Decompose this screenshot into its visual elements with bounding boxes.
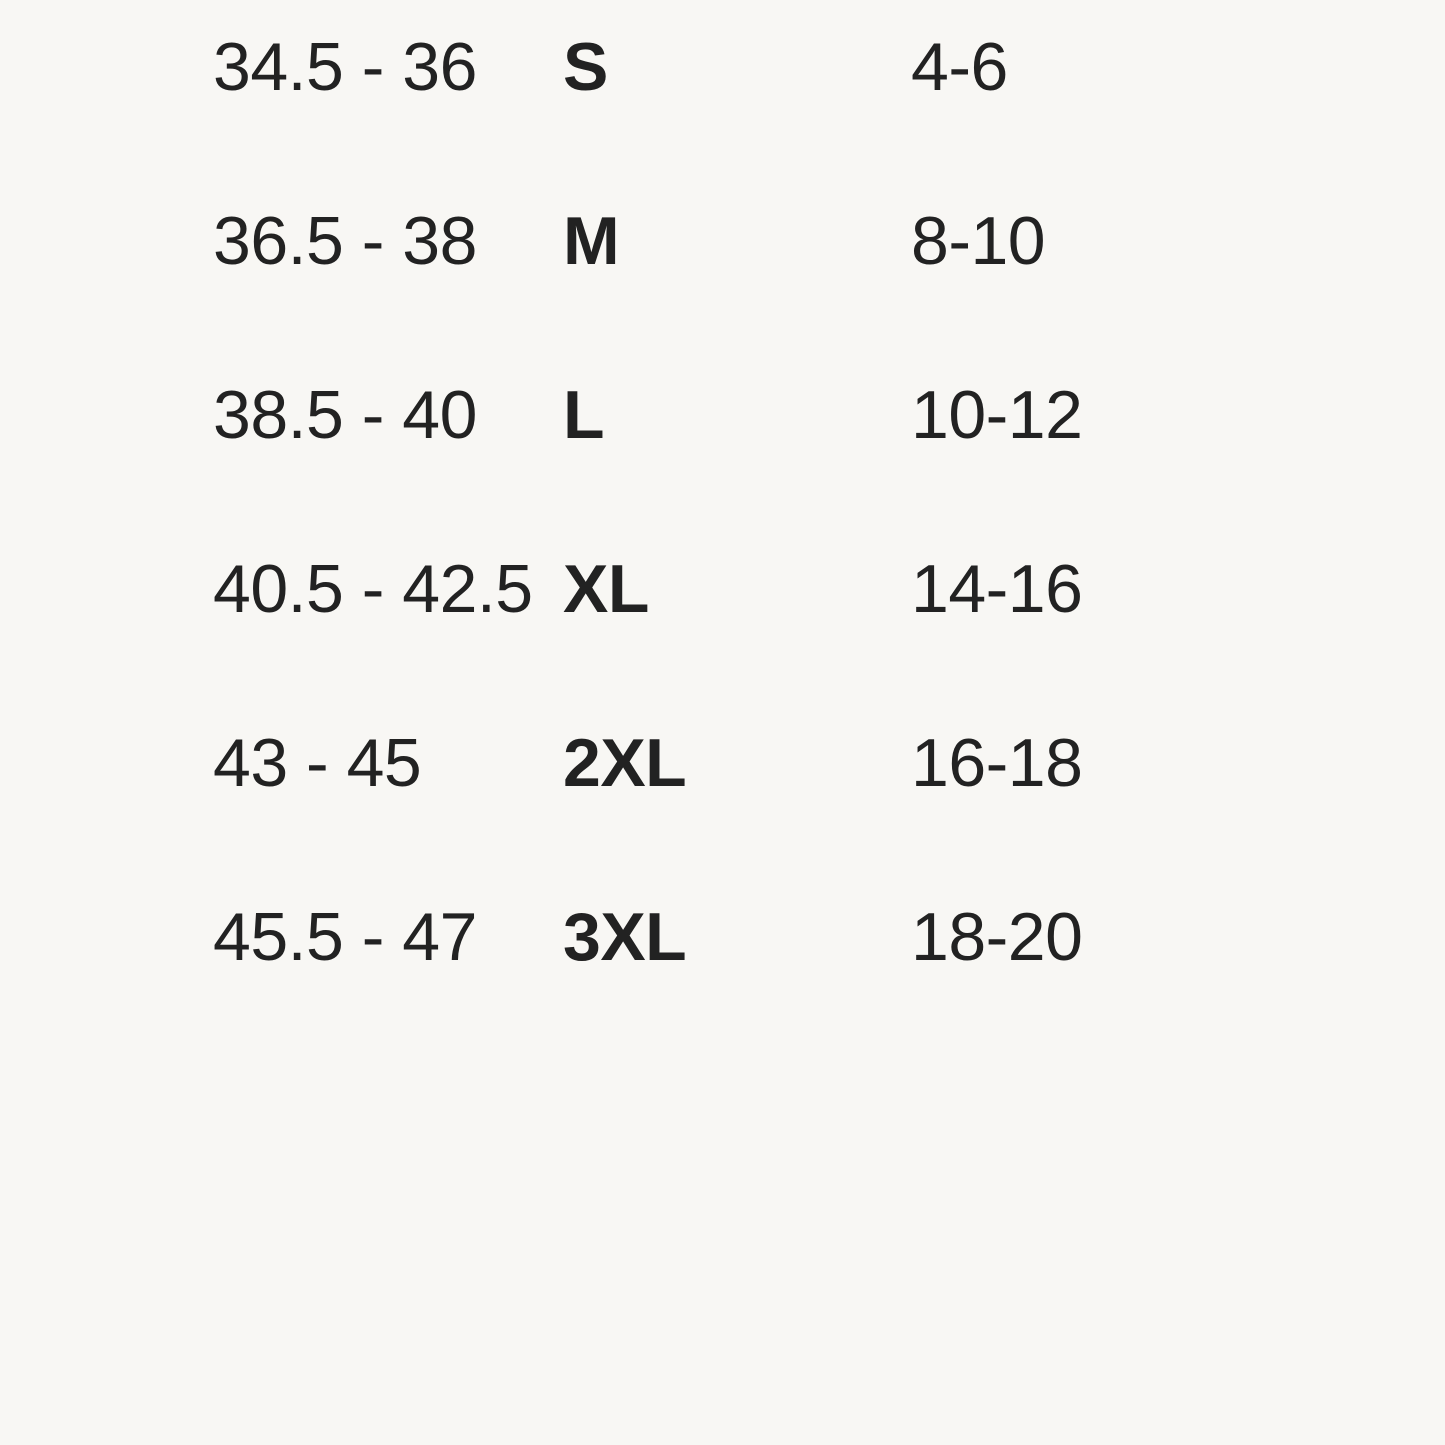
size-label-cell: 2XL: [563, 725, 687, 801]
size-label-cell: XL: [563, 551, 649, 627]
measurement-cell: 43 - 45: [213, 725, 422, 801]
size-chart-row: [213, 851, 1331, 1025]
size-label-cell: M: [563, 203, 620, 279]
size-chart-row: [213, 0, 1331, 155]
measurement-cell: 45.5 - 47: [213, 899, 477, 975]
measurement-cell: 40.5 - 42.5: [213, 551, 533, 627]
size-label-cell: S: [563, 29, 608, 105]
size-chart-table: [213, 0, 1331, 1025]
numeric-size-cell: 16-18: [911, 725, 1083, 801]
size-chart-section: [213, 0, 1445, 1025]
numeric-size-cell: 8-10: [911, 203, 1046, 279]
size-label-cell: L: [563, 377, 605, 453]
numeric-size-cell: 18-20: [911, 899, 1083, 975]
numeric-size-cell: 10-12: [911, 377, 1083, 453]
numeric-size-cell: 14-16: [911, 551, 1083, 627]
numeric-size-cell: 4-6: [911, 29, 1008, 105]
size-chart-row: [213, 503, 1331, 677]
size-chart-row: [213, 155, 1331, 329]
size-chart-row: [213, 329, 1331, 503]
size-chart-row: [213, 677, 1331, 851]
size-label-cell: 3XL: [563, 899, 687, 975]
measurement-cell: 38.5 - 40: [213, 377, 477, 453]
measurement-cell: 34.5 - 36: [213, 29, 477, 105]
measurement-cell: 36.5 - 38: [213, 203, 477, 279]
